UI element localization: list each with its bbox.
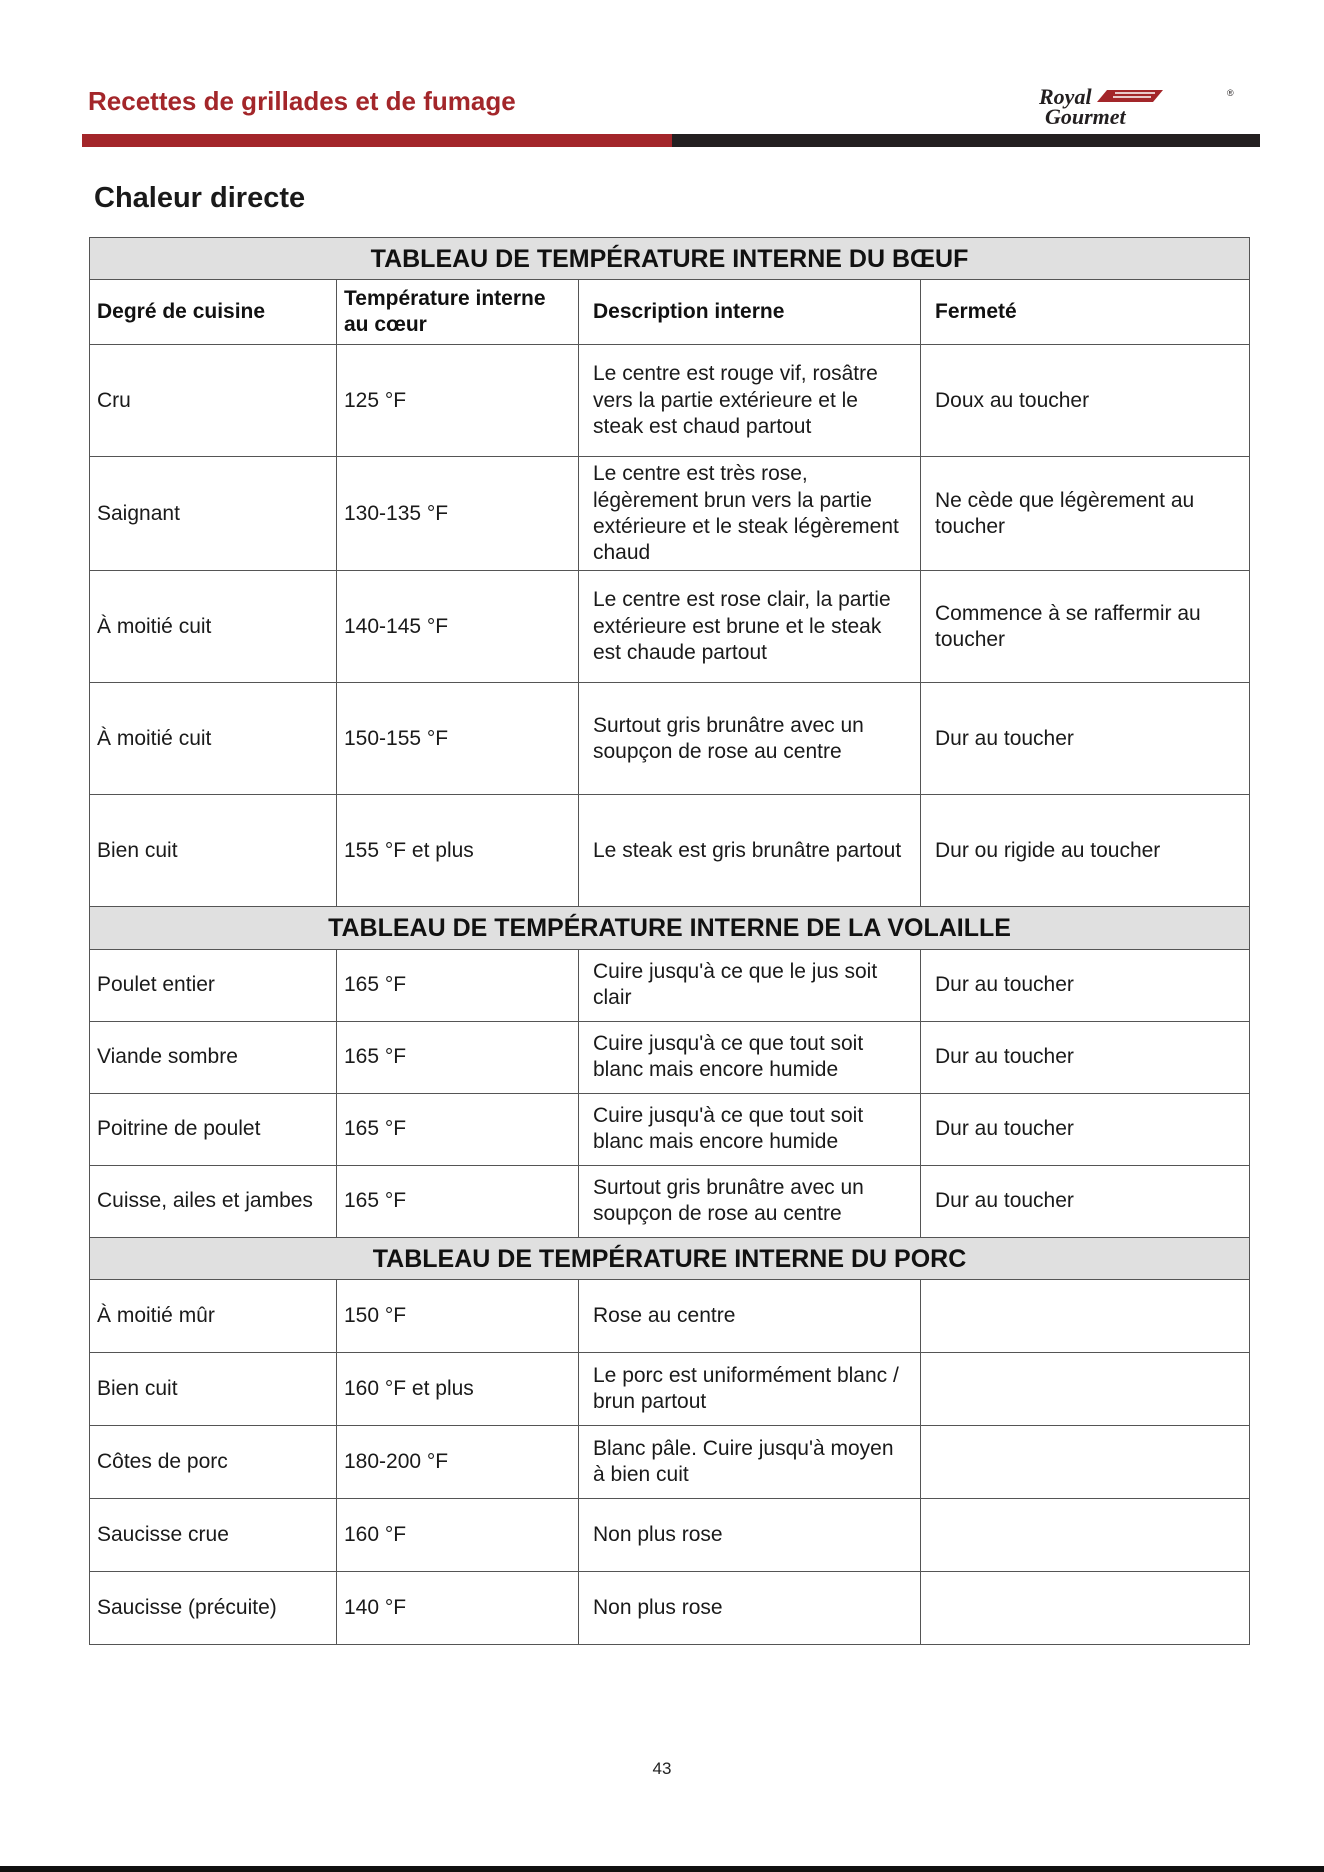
- cell-temperature: 165 °F: [337, 949, 579, 1021]
- cell-temperature: 165 °F: [337, 1165, 579, 1237]
- cell-temperature: 160 °F: [337, 1498, 579, 1571]
- cell-degree: À moitié cuit: [90, 571, 337, 683]
- cell-description: Rose au centre: [579, 1279, 921, 1352]
- cell-description: Le centre est très rose, légèrement brun vers la partie extérieure et le steak légèrement chaud: [579, 457, 921, 571]
- royal-gourmet-logo: [1035, 84, 1235, 126]
- column-header-degree: Degré de cuisine: [90, 280, 337, 345]
- cell-degree: Cuisse, ailes et jambes: [90, 1165, 337, 1237]
- cell-firmness: Dur au toucher: [921, 949, 1250, 1021]
- cell-description: Non plus rose: [579, 1498, 921, 1571]
- cell-firmness: Dur au toucher: [921, 683, 1250, 795]
- cell-description: Le centre est rouge vif, rosâtre vers la partie extérieure et le steak est chaud partout: [579, 345, 921, 457]
- cell-description: Cuire jusqu'à ce que le jus soit clair: [579, 949, 921, 1021]
- header-band-red: [82, 134, 672, 147]
- cell-firmness: [921, 1425, 1250, 1498]
- table-row: [90, 1021, 1250, 1093]
- cell-temperature: 160 °F et plus: [337, 1352, 579, 1425]
- cell-description: Blanc pâle. Cuire jusqu'à moyen à bien cuit: [579, 1425, 921, 1498]
- cell-firmness: [921, 1571, 1250, 1644]
- svg-text:®: ®: [1227, 88, 1234, 98]
- cell-temperature: 155 °F et plus: [337, 795, 579, 907]
- svg-text:Royal: Royal: [1039, 84, 1092, 109]
- cell-firmness: Dur au toucher: [921, 1165, 1250, 1237]
- cell-temperature: 165 °F: [337, 1021, 579, 1093]
- cell-firmness: Dur au toucher: [921, 1093, 1250, 1165]
- cell-temperature: 130-135 °F: [337, 457, 579, 571]
- table-row: [90, 1425, 1250, 1498]
- cell-firmness: Dur ou rigide au toucher: [921, 795, 1250, 907]
- page-bottom-edge: [0, 1866, 1324, 1872]
- column-header-firmness: Fermeté: [921, 280, 1250, 345]
- cell-temperature: 165 °F: [337, 1093, 579, 1165]
- cell-degree: Bien cuit: [90, 1352, 337, 1425]
- header-title: Recettes de grillades et de fumage: [88, 86, 516, 116]
- table-row: [90, 1093, 1250, 1165]
- column-header-row: [90, 280, 1250, 345]
- header-band-dark: [672, 134, 1260, 147]
- cell-firmness: Ne cède que légèrement au toucher: [921, 457, 1250, 571]
- cell-description: Le centre est rose clair, la partie extérieure est brune et le steak est chaude partout: [579, 571, 921, 683]
- cell-description: Le steak est gris brunâtre partout: [579, 795, 921, 907]
- cell-degree: Côtes de porc: [90, 1425, 337, 1498]
- cell-degree: Poulet entier: [90, 949, 337, 1021]
- poultry-table-title: TABLEAU DE TEMPÉRATURE INTERNE DE LA VOLAILLE: [90, 907, 1250, 949]
- temperature-table: [89, 237, 1250, 1645]
- cell-temperature: 125 °F: [337, 345, 579, 457]
- table-row: [90, 1571, 1250, 1644]
- pork-table-title: TABLEAU DE TEMPÉRATURE INTERNE DU PORC: [90, 1237, 1250, 1279]
- cell-firmness: [921, 1279, 1250, 1352]
- cell-firmness: Commence à se raffermir au toucher: [921, 571, 1250, 683]
- cell-description: Cuire jusqu'à ce que tout soit blanc mais encore humide: [579, 1021, 921, 1093]
- cell-description: Surtout gris brunâtre avec un soupçon de rose au centre: [579, 683, 921, 795]
- table-row: [90, 795, 1250, 907]
- cell-temperature: 150-155 °F: [337, 683, 579, 795]
- table-row: [90, 1498, 1250, 1571]
- cell-description: Le porc est uniformément blanc / brun partout: [579, 1352, 921, 1425]
- pork-table-title-row: [90, 1237, 1250, 1279]
- column-header-temperature: Température interne au cœur: [337, 280, 579, 345]
- poultry-table-title-row: [90, 907, 1250, 949]
- column-header-description: Description interne: [579, 280, 921, 345]
- table-row: [90, 1352, 1250, 1425]
- cell-degree: Saignant: [90, 457, 337, 571]
- table-row: [90, 457, 1250, 571]
- cell-degree: À moitié cuit: [90, 683, 337, 795]
- cell-firmness: Dur au toucher: [921, 1021, 1250, 1093]
- table-row: [90, 571, 1250, 683]
- table-row: [90, 683, 1250, 795]
- cell-degree: Bien cuit: [90, 795, 337, 907]
- beef-table-title: TABLEAU DE TEMPÉRATURE INTERNE DU BŒUF: [90, 238, 1250, 280]
- cell-firmness: [921, 1352, 1250, 1425]
- cell-degree: À moitié mûr: [90, 1279, 337, 1352]
- svg-text:Gourmet: Gourmet: [1045, 104, 1126, 126]
- cell-temperature: 180-200 °F: [337, 1425, 579, 1498]
- page-number: 43: [652, 1759, 672, 1778]
- beef-table-title-row: [90, 238, 1250, 280]
- cell-degree: Cru: [90, 345, 337, 457]
- cell-degree: Poitrine de poulet: [90, 1093, 337, 1165]
- cell-description: Non plus rose: [579, 1571, 921, 1644]
- table-row: [90, 345, 1250, 457]
- cell-description: Surtout gris brunâtre avec un soupçon de rose au centre: [579, 1165, 921, 1237]
- cell-degree: Viande sombre: [90, 1021, 337, 1093]
- cell-firmness: Doux au toucher: [921, 345, 1250, 457]
- cell-temperature: 140-145 °F: [337, 571, 579, 683]
- table-row: [90, 1279, 1250, 1352]
- cell-temperature: 150 °F: [337, 1279, 579, 1352]
- table-row: [90, 1165, 1250, 1237]
- section-title: Chaleur directe: [94, 182, 306, 214]
- table-row: [90, 949, 1250, 1021]
- cell-temperature: 140 °F: [337, 1571, 579, 1644]
- cell-degree: Saucisse crue: [90, 1498, 337, 1571]
- cell-firmness: [921, 1498, 1250, 1571]
- cell-degree: Saucisse (précuite): [90, 1571, 337, 1644]
- cell-description: Cuire jusqu'à ce que tout soit blanc mais encore humide: [579, 1093, 921, 1165]
